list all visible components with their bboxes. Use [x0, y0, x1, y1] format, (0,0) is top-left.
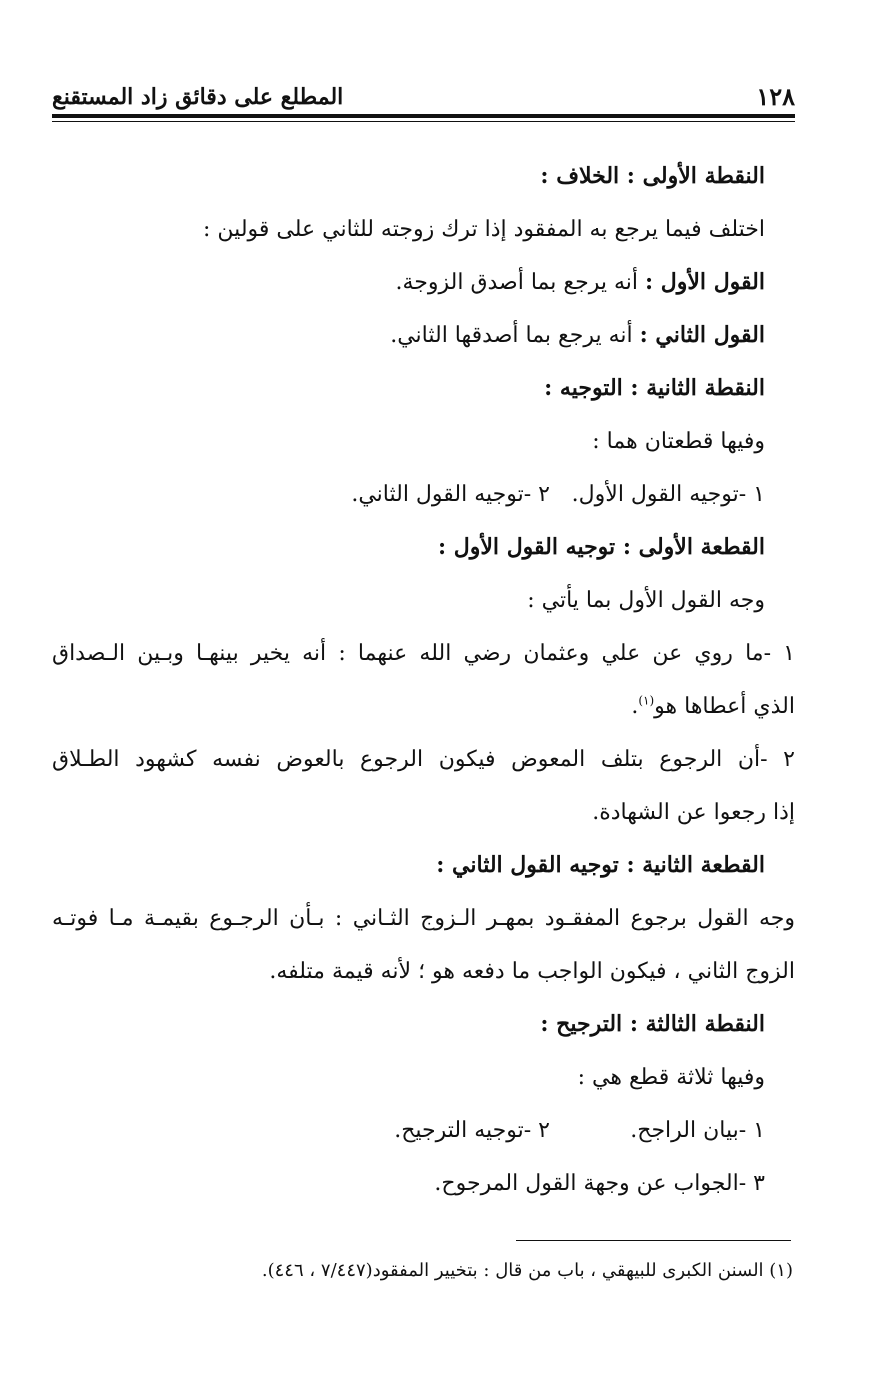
footnote: (١) السنن الكبرى للبيهقي ، باب من قال : بتخيير المفقود(٧/٤٤٧ ، ٤٤٦).: [261, 1260, 793, 1281]
opinion-1-text: أنه يرجع بما أصدق الزوجة.: [395, 270, 645, 295]
point2-heading: النقطة الثانية : التوجيه :: [544, 375, 765, 401]
opinion-1: [52, 256, 765, 309]
point3-list-item-2: ٢ -توجيه الترجيح.: [394, 1118, 550, 1143]
header-rule-thick: [52, 114, 795, 118]
piece1-intro: وجه القول الأول بما يأتي :: [527, 588, 765, 613]
point2-list: [52, 468, 765, 521]
piece1-item2-line1: ٢ -أن الرجوع بتلف المعوض فيكون الرجوع بالعوض نفسه كشهود الطـلاق: [52, 747, 795, 772]
intro-paragraph: اختلف فيما يرجع به المفقود إذا ترك زوجته للثاني على قولين :: [203, 217, 765, 242]
body-text: [52, 150, 795, 1210]
point2-list-item-2: ٢ -توجيه القول الثاني.: [351, 482, 550, 507]
opinion-1-label: القول الأول :: [644, 269, 765, 295]
piece1-item2-line2: إذا رجعوا عن الشهادة.: [592, 800, 795, 825]
piece1-heading: القطعة الأولى : توجيه القول الأول :: [437, 534, 765, 560]
piece1-item1-line2: [52, 680, 795, 733]
header-rule-thin: [52, 121, 795, 122]
footnote-separator: [516, 1240, 791, 1241]
piece1-item1-line1: ١ -ما روي عن علي وعثمان رضي الله عنهما : أنه يخير بينهـا وبـين الـصداق: [52, 641, 795, 666]
page-number: ١٢٨: [756, 82, 795, 111]
opinion-2-text: أنه يرجع بما أصدقها الثاني.: [390, 323, 640, 348]
piece1-item1-end: .: [631, 694, 639, 719]
piece2-line2: الزوج الثاني ، فيكون الواجب ما دفعه هو ؛ لأنه قيمة متلفه.: [269, 959, 795, 984]
opinion-2-label: القول الثاني :: [639, 322, 765, 348]
page-header: [52, 78, 795, 112]
point2-intro: وفيها قطعتان هما :: [592, 429, 765, 454]
point3-list-item-1: ١ -بيان الراجح.: [630, 1118, 765, 1143]
point3-list-item-3: ٣ -الجواب عن وجهة القول المرجوح.: [434, 1171, 765, 1196]
point3-list: [52, 1104, 765, 1157]
footnote-marker[interactable]: (١): [638, 693, 655, 708]
point3-intro: وفيها ثلاثة قطع هي :: [577, 1065, 765, 1090]
piece1-item1-line2-text: الذي أعطاها هو: [654, 694, 795, 719]
piece2-heading: القطعة الثانية : توجيه القول الثاني :: [436, 852, 765, 878]
point2-list-item-1: ١ -توجيه القول الأول.: [571, 482, 765, 507]
point1-heading: النقطة الأولى : الخلاف :: [540, 163, 765, 189]
opinion-2: [52, 309, 765, 362]
piece2-line1: وجه القول برجوع المفقـود بمهـر الـزوج الثـاني : بـأن الرجـوع بقيمـة مـا فوتـه: [52, 906, 795, 931]
point3-heading: النقطة الثالثة : الترجيح :: [540, 1011, 765, 1037]
running-title: المطلع على دقائق زاد المستقنع: [52, 84, 344, 110]
